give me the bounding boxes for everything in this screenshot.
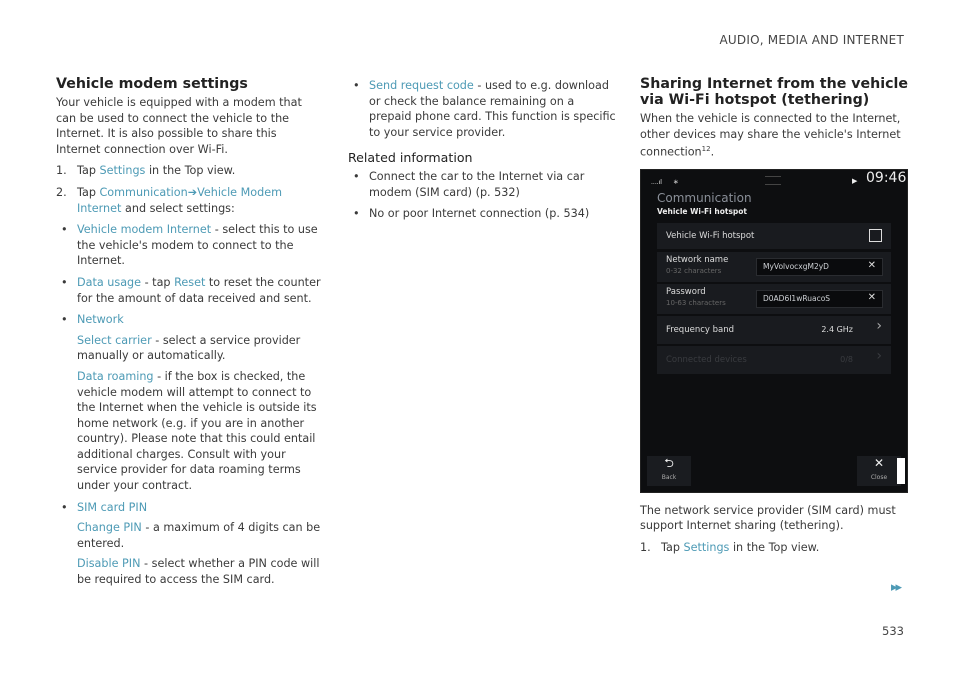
bullet-text: - a maximum of 4 digits can be entered. xyxy=(77,521,321,550)
settings-link[interactable]: Settings xyxy=(99,164,146,178)
related-item[interactable] xyxy=(348,206,616,222)
hotspot-checkbox[interactable] xyxy=(869,229,882,242)
close-label: Close xyxy=(870,473,888,481)
bullet-icon: • xyxy=(353,79,360,92)
intro-text-end: . xyxy=(710,145,715,159)
bullet-text: to reset the counter for the amount of data received and sent. xyxy=(77,275,321,305)
bullet-icon: • xyxy=(61,500,68,514)
select-carrier-item xyxy=(77,333,322,364)
network-name-row xyxy=(657,252,891,282)
play-icon: ▶ xyxy=(852,176,858,185)
communication-link[interactable]: Communication xyxy=(99,185,188,199)
change-pin-item xyxy=(77,520,322,551)
data-usage-label: Data usage xyxy=(77,275,142,289)
settings-link[interactable]: Settings xyxy=(683,540,730,554)
step-1 xyxy=(56,163,322,179)
back-arrow-icon: ⮌ xyxy=(664,455,674,470)
reset-label: Reset xyxy=(174,275,206,289)
footnote-marker: 12 xyxy=(701,145,711,154)
step-text: in the Top view. xyxy=(145,164,236,178)
frequency-band-value: 2.4 GHz xyxy=(821,324,853,334)
intro-paragraph: Your vehicle is equipped with a modem that can be used to connect the vehicle to the Internet. It is also possible to share this Internet connection over Wi-Fi. xyxy=(56,96,302,156)
change-pin-label: Change PIN xyxy=(77,521,142,535)
network-name-value: MyVolvocxgM2yD xyxy=(763,261,829,271)
step-text: Tap xyxy=(77,185,100,199)
drag-handle-icon[interactable] xyxy=(765,176,781,185)
network-name-label: Network name xyxy=(666,254,729,265)
bullet-icon: • xyxy=(61,275,68,289)
screen-subtitle: Vehicle Wi-Fi hotspot xyxy=(657,206,748,216)
column-continued xyxy=(348,78,616,228)
related-link[interactable]: Connect the car to the Internet via car modem (SIM card) (p. 532) xyxy=(369,169,585,199)
status-bar xyxy=(641,170,907,194)
bullet-text: - used to e.g. download or check the balance remaining on a prepaid phone card. This function is specific to your service provider. xyxy=(369,79,616,139)
close-button[interactable] xyxy=(857,456,901,486)
frequency-band-label: Frequency band xyxy=(666,324,734,335)
back-button[interactable] xyxy=(647,456,691,486)
disable-pin-item xyxy=(77,556,322,587)
related-link[interactable]: No or poor Internet connection (p. 534) xyxy=(369,207,590,221)
image-id-stamp xyxy=(897,458,905,484)
connected-devices-count: 0/8 xyxy=(840,354,853,364)
vehicle-modem-internet-link[interactable]: Vehicle Modem Internet xyxy=(77,185,283,215)
bullet-text: - select whether a PIN code will be required to access the SIM card. xyxy=(77,557,320,587)
step-number: 1. xyxy=(56,164,67,178)
password-value: D0AD6I1wRuacoS xyxy=(763,293,831,303)
bullet-sim-pin xyxy=(56,500,322,588)
tethering-step-1 xyxy=(640,540,908,556)
network-name-hint: 0-32 characters xyxy=(666,266,722,275)
send-request-code-label: Send request code xyxy=(369,79,474,92)
clear-icon[interactable]: ✕ xyxy=(867,259,876,271)
bullet-text: - if the box is checked, the vehicle modem will attempt to connect to the Internet when the vehicle is outside its home network (e.g. if you are in another country). Please note that this could entail additional charges. Consult with your service provider for data roaming terms under your contract. xyxy=(77,369,317,493)
bullet-network xyxy=(56,312,322,494)
chevron-right-icon: › xyxy=(876,317,882,334)
password-row xyxy=(657,284,891,314)
bullet-modem-internet xyxy=(56,222,322,269)
network-label: Network xyxy=(77,313,124,327)
page-number: 533 xyxy=(882,624,904,638)
bullet-send-request-code xyxy=(348,78,616,140)
bullet-text: - tap xyxy=(141,275,175,289)
sim-pin-label: SIM card PIN xyxy=(77,500,148,514)
related-item[interactable] xyxy=(348,169,616,200)
intro-text: When the vehicle is connected to the Internet, other devices may share the vehicle's Internet connection xyxy=(640,112,901,159)
frequency-band-row[interactable] xyxy=(657,316,891,344)
step-number: 1. xyxy=(640,540,651,554)
select-carrier-label: Select carrier xyxy=(77,333,152,347)
step-text: in the Top view. xyxy=(729,540,820,554)
bullet-icon: • xyxy=(353,207,360,221)
signal-strength-icon: ....ıl xyxy=(651,178,662,186)
figure-caption: The network service provider (SIM card) must support Internet sharing (tethering). xyxy=(640,503,896,533)
clear-icon[interactable]: ✕ xyxy=(867,291,876,303)
step-number: 2. xyxy=(56,185,67,199)
running-header: AUDIO, MEDIA AND INTERNET xyxy=(719,33,904,47)
bullet-data-usage xyxy=(56,275,322,306)
close-icon: ✕ xyxy=(873,455,885,470)
data-roaming-item xyxy=(77,369,322,494)
screen-title: Communication xyxy=(657,190,752,205)
chevron-right-icon: › xyxy=(876,347,882,364)
wifi-hotspot-screenshot xyxy=(640,169,908,493)
data-roaming-label: Data roaming xyxy=(77,369,154,383)
section-title-modem: Vehicle modem settings xyxy=(56,76,248,92)
clock: 09:46 xyxy=(866,169,907,186)
related-information-heading: Related information xyxy=(348,150,473,166)
step-text: Tap xyxy=(661,540,684,554)
connected-devices-label: Connected devices xyxy=(666,354,747,365)
step-2 xyxy=(56,185,322,216)
bluetooth-icon: ∗ xyxy=(673,177,679,186)
column-tethering xyxy=(640,76,908,561)
bullet-text: - select a service provider manually or automatically. xyxy=(77,333,301,363)
password-field[interactable] xyxy=(756,290,883,308)
modem-internet-label: Vehicle modem Internet xyxy=(77,223,212,237)
arrow-right-icon: ➔ xyxy=(187,185,198,199)
connected-devices-row[interactable] xyxy=(657,346,891,374)
section-title-tethering: Sharing Internet from the vehicle via Wi-Fi hotspot (tethering) xyxy=(640,76,908,108)
step-text: and select settings: xyxy=(121,201,235,215)
tethering-intro xyxy=(640,111,908,161)
password-label: Password xyxy=(666,286,706,297)
bullet-icon: • xyxy=(353,169,360,183)
disable-pin-label: Disable PIN xyxy=(77,557,141,571)
continued-arrows-icon: ▸▸ xyxy=(890,580,900,595)
password-hint: 10-63 characters xyxy=(666,298,726,307)
network-name-field[interactable] xyxy=(756,258,883,276)
bullet-icon: • xyxy=(61,313,68,327)
bullet-text: - select this to use the vehicle's modem to connect to the Internet. xyxy=(77,223,318,268)
step-text: Tap xyxy=(77,164,100,178)
column-vehicle-modem xyxy=(56,76,322,594)
back-label: Back xyxy=(661,473,677,481)
hotspot-toggle-row[interactable] xyxy=(657,223,891,249)
bullet-icon: • xyxy=(61,223,68,237)
hotspot-label: Vehicle Wi-Fi hotspot xyxy=(666,230,755,241)
